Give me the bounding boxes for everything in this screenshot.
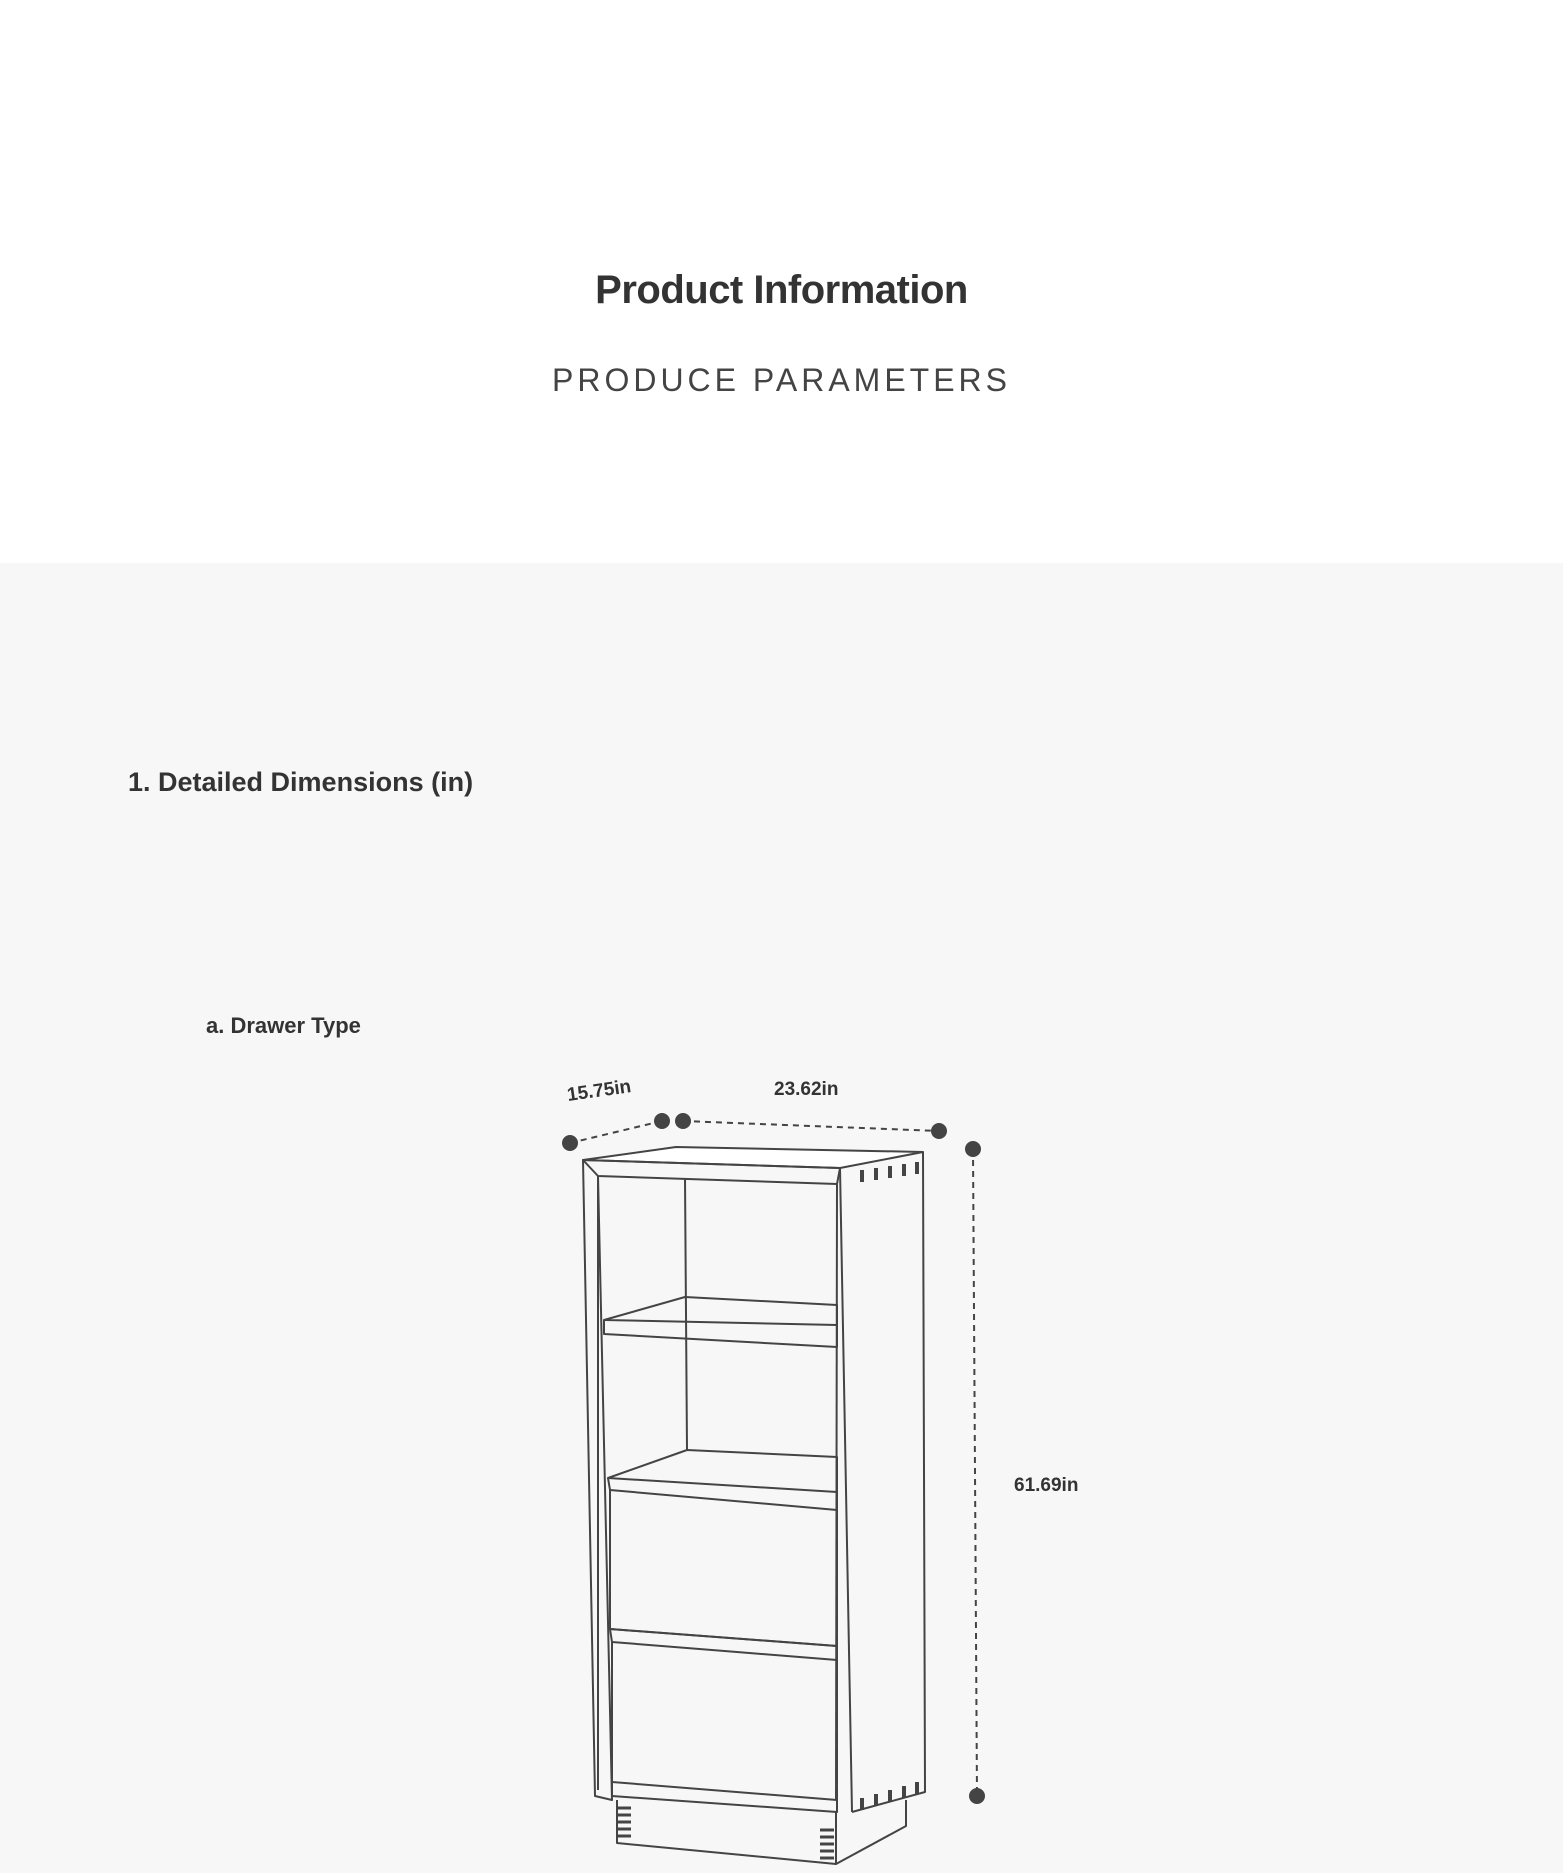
- width-dimension-line: [683, 1121, 939, 1131]
- depth-dimension-line: [570, 1121, 662, 1143]
- width-start-dot: [675, 1113, 691, 1129]
- dimension-endpoints: [562, 1113, 985, 1804]
- section-heading: 1. Detailed Dimensions (in): [128, 767, 474, 797]
- drawer-type-heading: a. Drawer Type: [206, 1013, 361, 1038]
- depth-end-dot: [654, 1113, 670, 1129]
- page-title: Product Information: [595, 268, 968, 312]
- plinth-teeth: [617, 1808, 834, 1858]
- depth-label: 15.75in: [565, 1076, 633, 1106]
- height-bottom-dot: [969, 1788, 985, 1804]
- page-subtitle: PRODUCE PARAMETERS: [551, 362, 1011, 398]
- cabinet-joint-marks: [862, 1162, 917, 1810]
- width-label: 23.62in: [774, 1079, 839, 1100]
- depth-start-dot: [562, 1135, 578, 1151]
- height-dimension-line: [973, 1149, 977, 1796]
- dimension-lines: [570, 1121, 977, 1796]
- width-end-dot: [931, 1123, 947, 1139]
- height-top-dot: [965, 1141, 981, 1157]
- height-label: 61.69in: [1014, 1475, 1079, 1496]
- cabinet-illustration: [583, 1147, 925, 1864]
